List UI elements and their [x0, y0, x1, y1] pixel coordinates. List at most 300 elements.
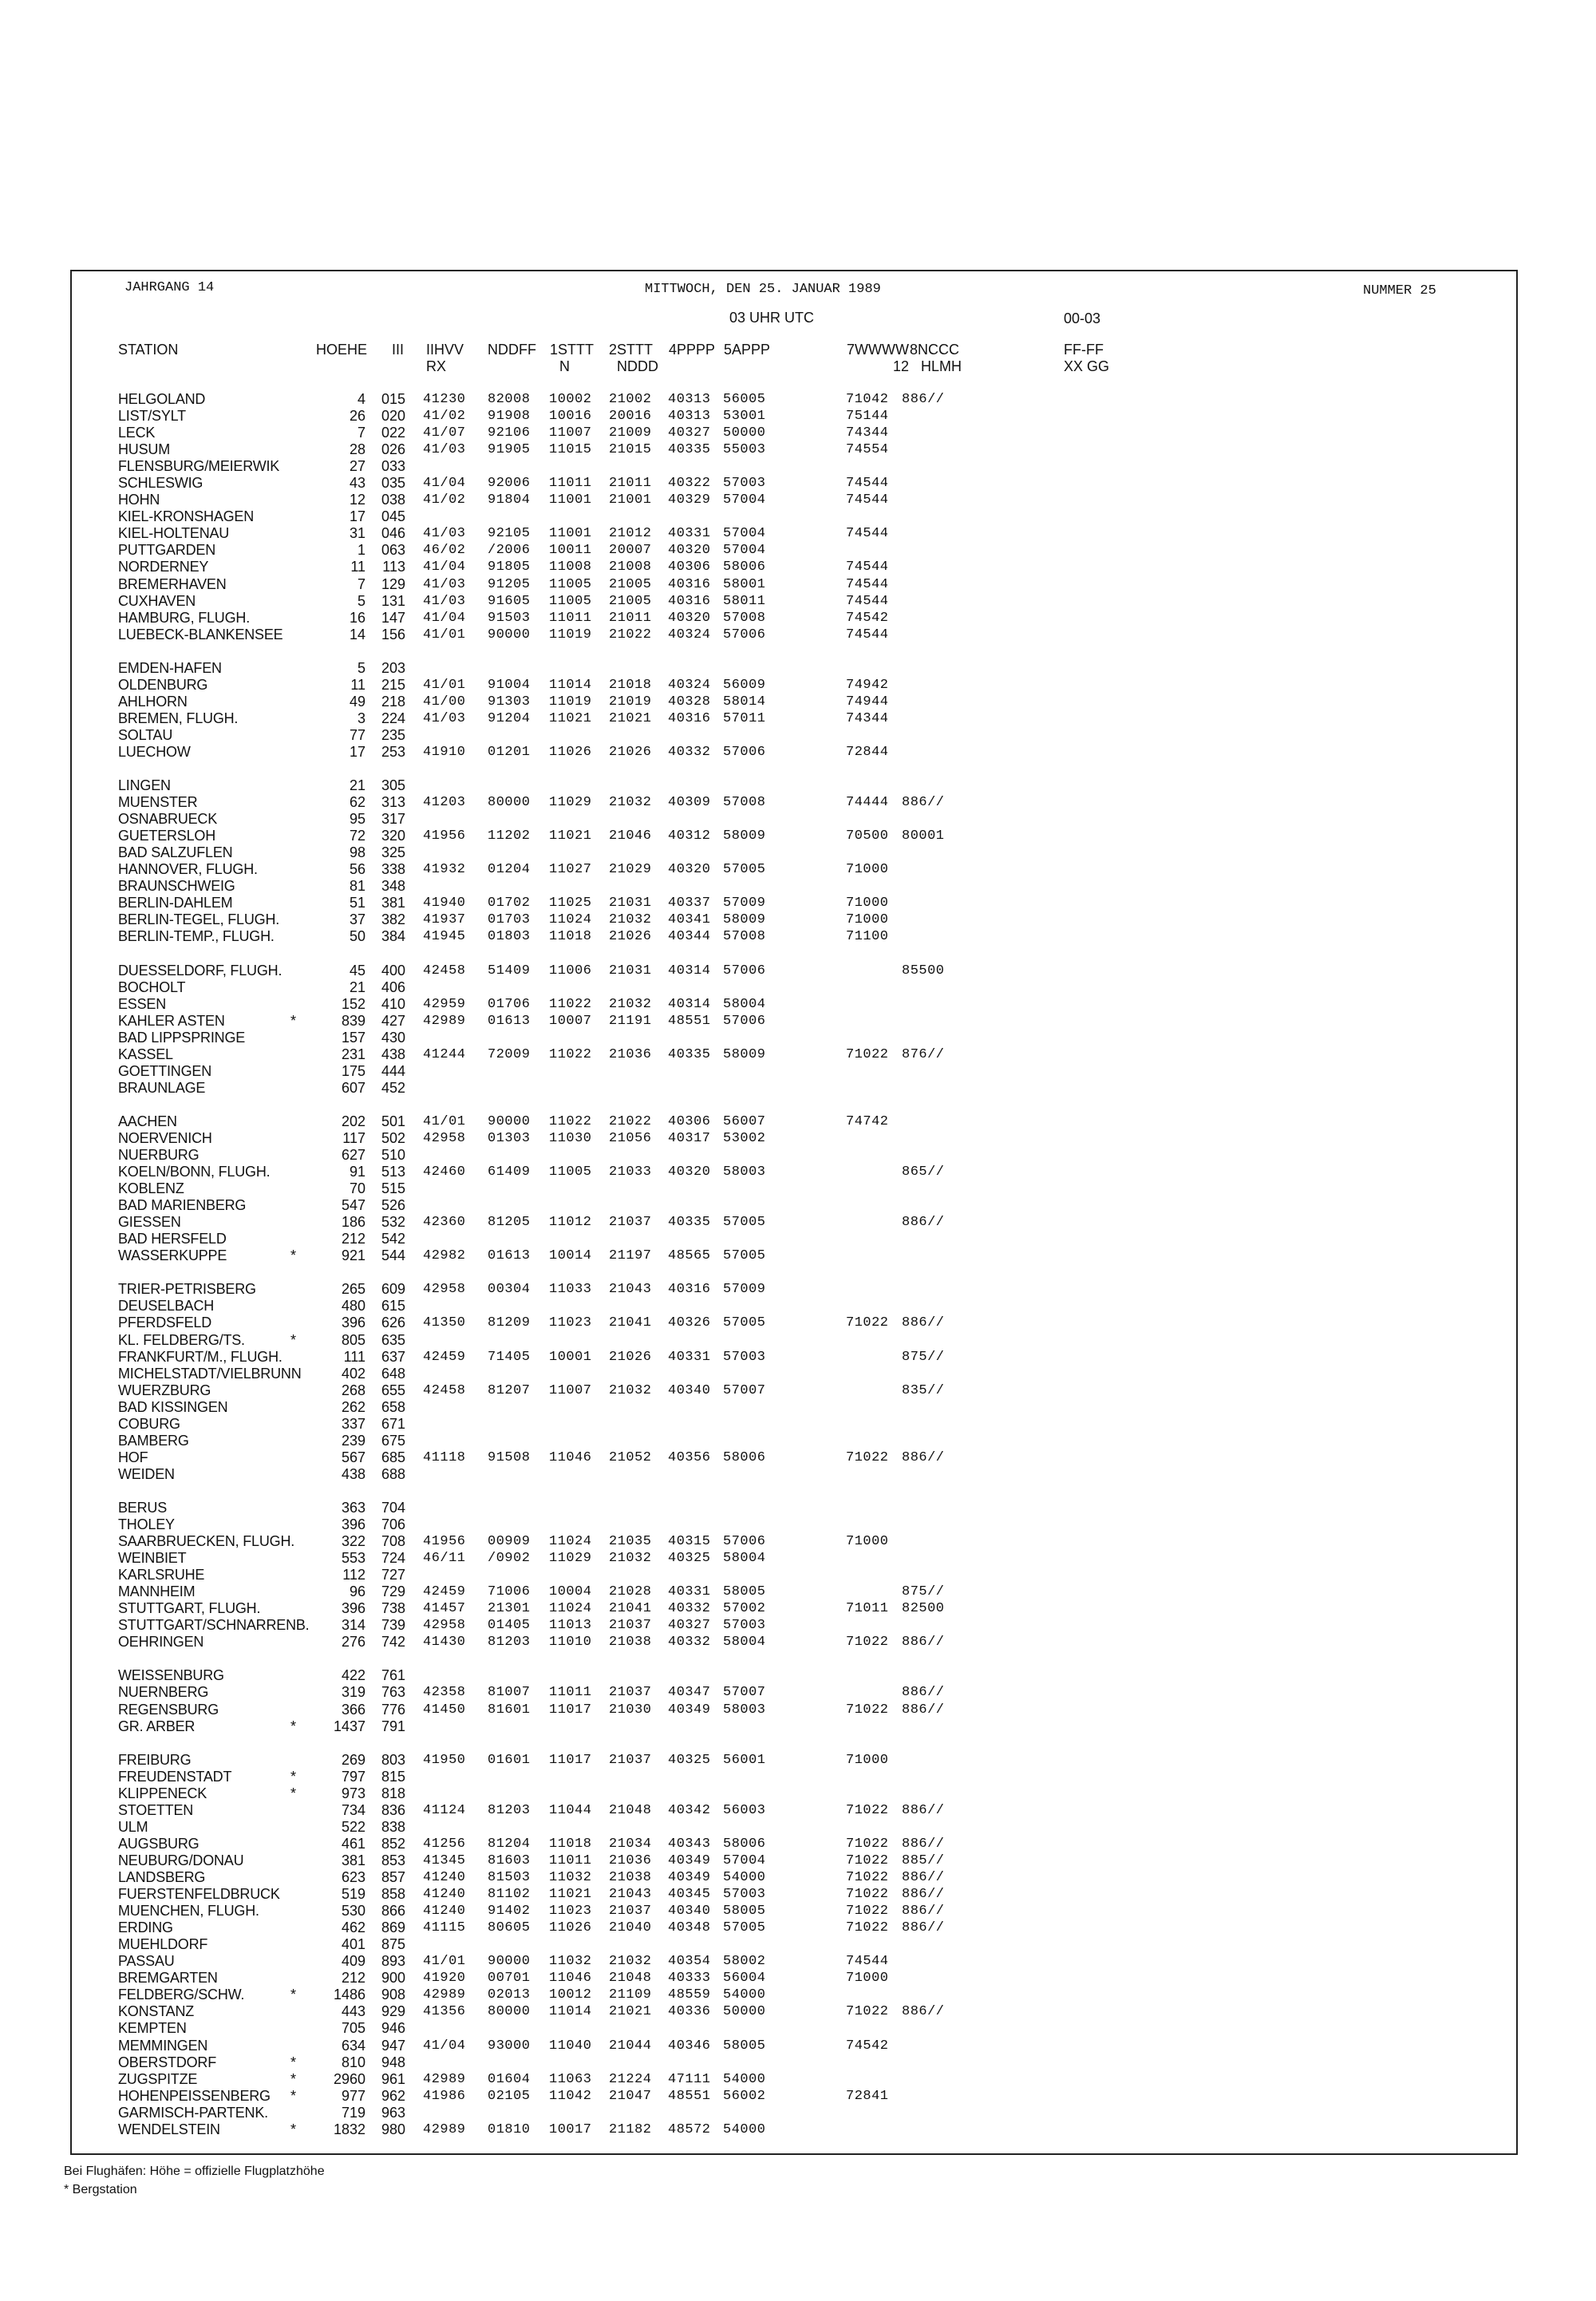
table-row	[0, 727, 1596, 744]
station-name: WUERZBURG	[118, 1382, 211, 1398]
station-name: LINGEN	[118, 777, 171, 793]
group-7: 71022	[846, 1635, 889, 1650]
group-4: 21032	[609, 1551, 652, 1566]
group-4: 21037	[609, 1685, 652, 1700]
station-name: BAMBERG	[118, 1433, 189, 1449]
station-height: 31	[349, 525, 365, 541]
station-id: 515	[381, 1180, 405, 1196]
table-row	[0, 1080, 1596, 1097]
group-7: 74544	[846, 492, 889, 508]
group-5: 40315	[668, 1534, 711, 1549]
table-row	[0, 2054, 1596, 2071]
group-3: 10016	[549, 409, 592, 424]
group-2: 81503	[488, 1870, 531, 1885]
group-1: 41345	[423, 1853, 466, 1868]
issue-number: NUMMER 25	[1363, 283, 1436, 298]
group-4: 21015	[609, 442, 652, 457]
group-5: 40348	[668, 1920, 711, 1935]
group-8: 875//	[902, 1350, 945, 1365]
group-5: 40332	[668, 745, 711, 760]
station-id: 615	[381, 1298, 405, 1314]
group-5: 40316	[668, 594, 711, 609]
group-7: 71022	[846, 2004, 889, 2019]
group-1: 41350	[423, 1315, 466, 1330]
group-2: 90000	[488, 1954, 531, 1969]
station-name: BREMERHAVEN	[118, 576, 227, 592]
group-3: 11046	[549, 1450, 592, 1465]
table-row	[0, 1046, 1596, 1063]
group-7: 72841	[846, 2089, 889, 2104]
table-row	[0, 1180, 1596, 1197]
group-3: 11021	[549, 711, 592, 726]
table-row	[0, 1802, 1596, 1819]
station-name: WASSERKUPPE	[118, 1247, 227, 1263]
station-height: 45	[349, 963, 365, 979]
station-id: 022	[381, 425, 405, 441]
group-2: 02013	[488, 1987, 531, 2003]
group-4: 21031	[609, 895, 652, 911]
station-id: 035	[381, 475, 405, 491]
group-4: 21197	[609, 1248, 652, 1263]
table-row	[0, 1516, 1596, 1533]
table-row	[0, 1214, 1596, 1231]
group-1: 41/04	[423, 559, 466, 575]
group-5: 40354	[668, 1954, 711, 1969]
group-6: 57005	[723, 862, 766, 877]
station-id: 325	[381, 844, 405, 860]
group-3: 11001	[549, 492, 592, 508]
time-label: 03 UHR UTC	[729, 310, 815, 326]
group-6: 57007	[723, 1383, 766, 1398]
group-3: 11001	[549, 526, 592, 541]
group-6: 56001	[723, 1753, 766, 1768]
station-name: HANNOVER, FLUGH.	[118, 861, 258, 877]
group-4: 21011	[609, 476, 652, 491]
group-6: 55003	[723, 442, 766, 457]
group-3: 10007	[549, 1014, 592, 1029]
group-5: 40341	[668, 912, 711, 927]
group-6: 57003	[723, 1887, 766, 1902]
station-height: 212	[341, 1231, 365, 1247]
footnote-airport: Bei Flughäfen: Höhe = offizielle Flugplatzhöhe	[64, 2165, 325, 2178]
group-5: 40343	[668, 1836, 711, 1852]
group-5: 40332	[668, 1635, 711, 1650]
group-2: 80000	[488, 2004, 531, 2019]
table-row	[0, 1197, 1596, 1214]
group-4: 21032	[609, 1954, 652, 1969]
col-group-1: IIHVV RX	[426, 342, 464, 374]
group-6: 56004	[723, 1971, 766, 1986]
group-4: 21026	[609, 1350, 652, 1365]
station-id: 675	[381, 1433, 405, 1449]
group-5: 40331	[668, 1350, 711, 1365]
group-5: 40324	[668, 627, 711, 642]
station-name: ERDING	[118, 1919, 173, 1935]
group-7: 74544	[846, 476, 889, 491]
station-name: BERLIN-DAHLEM	[118, 895, 233, 911]
group-1: 41/03	[423, 442, 466, 457]
group-5: 40325	[668, 1753, 711, 1768]
group-2: 01613	[488, 1248, 531, 1263]
group-3: 11006	[549, 963, 592, 979]
group-1: 41240	[423, 1904, 466, 1919]
station-id: 218	[381, 694, 405, 710]
group-1: 41230	[423, 392, 466, 407]
station-id: 727	[381, 1567, 405, 1583]
group-6: 58004	[723, 997, 766, 1012]
group-2: 01703	[488, 912, 531, 927]
station-name: WENDELSTEIN	[118, 2121, 220, 2137]
station-id: 253	[381, 744, 405, 760]
station-height: 14	[349, 627, 365, 642]
station-name: MICHELSTADT/VIELBRUNN	[118, 1366, 302, 1382]
table-row	[0, 1886, 1596, 1903]
group-6: 57007	[723, 1685, 766, 1700]
group-2: 00701	[488, 1971, 531, 1986]
group-6: 50000	[723, 425, 766, 441]
group-7: 74554	[846, 442, 889, 457]
group-1: 42459	[423, 1584, 466, 1599]
group-1: 41/02	[423, 492, 466, 508]
table-row	[0, 677, 1596, 694]
station-name: KASSEL	[118, 1046, 173, 1062]
table-row	[0, 1147, 1596, 1164]
table-row	[0, 1164, 1596, 1180]
station-height: 56	[349, 861, 365, 877]
group-7: 74344	[846, 711, 889, 726]
group-3: 11024	[549, 912, 592, 927]
group-6: 58009	[723, 1047, 766, 1062]
group-7: 74942	[846, 678, 889, 693]
station-height: 2960	[333, 2071, 365, 2087]
mountain-marker: *	[290, 2121, 297, 2137]
station-name: HOF	[118, 1449, 148, 1465]
group-4: 21041	[609, 1315, 652, 1330]
group-3: 11007	[549, 1383, 592, 1398]
group-5: 48565	[668, 1248, 711, 1263]
station-name: LUEBECK-BLANKENSEE	[118, 627, 283, 642]
station-height: 7	[357, 576, 365, 592]
station-height: 805	[341, 1332, 365, 1348]
table-row	[0, 1583, 1596, 1600]
station-name: FRANKFURT/M., FLUGH.	[118, 1349, 282, 1365]
col-group-4: 2STTT NDDD	[609, 342, 658, 374]
group-4: 21052	[609, 1450, 652, 1465]
group-3: 11026	[549, 745, 592, 760]
group-6: 57003	[723, 476, 766, 491]
group-6: 58005	[723, 2038, 766, 2054]
group-5: 40331	[668, 526, 711, 541]
station-id: 685	[381, 1449, 405, 1465]
group-7: 74544	[846, 594, 889, 609]
group-3: 11024	[549, 1601, 592, 1616]
group-7: 74542	[846, 2038, 889, 2054]
station-id: 858	[381, 1886, 405, 1902]
group-2: 91804	[488, 492, 531, 508]
station-height: 17	[349, 744, 365, 760]
group-3: 11022	[549, 997, 592, 1012]
group-3: 11007	[549, 425, 592, 441]
group-8: 886//	[902, 1836, 945, 1852]
group-4: 21032	[609, 997, 652, 1012]
table-row	[0, 2105, 1596, 2121]
group-3: 11027	[549, 862, 592, 877]
table-row	[0, 627, 1596, 643]
group-2: 80605	[488, 1920, 531, 1935]
station-id: 857	[381, 1869, 405, 1885]
group-6: 57004	[723, 492, 766, 508]
table-row	[0, 1433, 1596, 1449]
group-3: 11023	[549, 1904, 592, 1919]
group-1: 41956	[423, 828, 466, 844]
group-5: 40349	[668, 1870, 711, 1885]
col-station: STATION	[118, 342, 179, 358]
group-5: 40340	[668, 1383, 711, 1398]
station-id: 113	[382, 559, 405, 575]
group-2: 71006	[488, 1584, 531, 1599]
group-8: 886//	[902, 1920, 945, 1935]
group-5: 40333	[668, 1971, 711, 1986]
group-5: 47111	[668, 2072, 711, 2087]
table-row	[0, 1399, 1596, 1416]
station-id: 704	[381, 1500, 405, 1516]
group-3: 11015	[549, 442, 592, 457]
group-3: 11029	[549, 1551, 592, 1566]
group-4: 21005	[609, 577, 652, 592]
table-row	[0, 1869, 1596, 1886]
station-name: ULM	[118, 1819, 148, 1835]
station-height: 519	[341, 1886, 365, 1902]
group-2: /2006	[488, 543, 531, 558]
station-height: 117	[342, 1130, 365, 1146]
group-5: 40329	[668, 492, 711, 508]
table-row	[0, 1466, 1596, 1483]
group-3: 11030	[549, 1131, 592, 1146]
station-height: 43	[349, 475, 365, 491]
station-height: 212	[341, 1970, 365, 1986]
group-2: 81203	[488, 1635, 531, 1650]
group-8: 886//	[902, 1315, 945, 1330]
group-6: 57008	[723, 929, 766, 944]
group-2: 93000	[488, 2038, 531, 2054]
group-6: 57006	[723, 745, 766, 760]
table-row	[0, 593, 1596, 610]
table-row	[0, 542, 1596, 559]
group-4: 21040	[609, 1920, 652, 1935]
station-height: 21	[349, 777, 365, 793]
station-name: KL. FELDBERG/TS.	[118, 1332, 245, 1348]
table-row	[0, 1030, 1596, 1046]
group-3: 11011	[549, 476, 592, 491]
station-height: 409	[341, 1953, 365, 1969]
group-1: 41/01	[423, 678, 466, 693]
table-row	[0, 1550, 1596, 1567]
group-5: 40309	[668, 795, 711, 810]
group-8: 886//	[902, 1702, 945, 1718]
station-id: 875	[381, 1936, 405, 1952]
station-height: 12	[349, 492, 365, 508]
group-1: 41956	[423, 1534, 466, 1549]
group-7: 71000	[846, 1971, 889, 1986]
group-7: 71042	[846, 392, 889, 407]
group-1: 41/03	[423, 711, 466, 726]
group-6: 57005	[723, 1315, 766, 1330]
table-row	[0, 475, 1596, 492]
col-group-9: FF-FF XX GG	[1064, 342, 1110, 374]
station-id: 671	[381, 1416, 405, 1432]
group-6: 58004	[723, 1551, 766, 1566]
group-4: 21038	[609, 1635, 652, 1650]
group-4: 21037	[609, 1618, 652, 1633]
group-4: 21109	[609, 1987, 652, 2003]
station-name: ESSEN	[118, 996, 167, 1012]
group-7: 74544	[846, 559, 889, 575]
group-6: 57008	[723, 795, 766, 810]
group-4: 21011	[609, 611, 652, 626]
group-3: 10014	[549, 1248, 592, 1263]
station-id: 791	[381, 1718, 405, 1734]
group-3: 11033	[549, 1282, 592, 1297]
station-name: LUECHOW	[118, 744, 191, 760]
group-3: 11014	[549, 678, 592, 693]
group-5: 40332	[668, 1601, 711, 1616]
group-3: 10002	[549, 392, 592, 407]
group-1: 42360	[423, 1215, 466, 1230]
station-id: 129	[381, 576, 405, 592]
station-id: 384	[381, 928, 405, 944]
station-name: KAHLER ASTEN	[118, 1013, 225, 1029]
group-3: 11018	[549, 929, 592, 944]
table-row	[0, 1130, 1596, 1147]
group-4: 21018	[609, 678, 652, 693]
table-row	[0, 1315, 1596, 1331]
table-row	[0, 458, 1596, 475]
station-id: 203	[381, 660, 405, 676]
group-4: 21031	[609, 963, 652, 979]
table-row	[0, 2020, 1596, 2037]
station-id: 317	[381, 811, 405, 827]
group-4: 21041	[609, 1601, 652, 1616]
station-name: HOHN	[118, 492, 160, 508]
table-row	[0, 1752, 1596, 1769]
group-4: 21038	[609, 1870, 652, 1885]
table-row	[0, 2121, 1596, 2138]
table-row	[0, 1231, 1596, 1247]
station-height: 547	[341, 1197, 365, 1213]
station-height: 402	[341, 1366, 365, 1382]
station-id: 026	[381, 441, 405, 457]
station-height: 719	[341, 2105, 365, 2121]
group-6: 58006	[723, 1450, 766, 1465]
group-4: 21036	[609, 1047, 652, 1062]
station-name: BREMGARTEN	[118, 1970, 218, 1986]
station-name: KIEL-HOLTENAU	[118, 525, 230, 541]
group-7: 71022	[846, 1450, 889, 1465]
group-1: 41203	[423, 795, 466, 810]
station-height: 462	[341, 1919, 365, 1935]
table-row	[0, 1702, 1596, 1718]
group-2: 91204	[488, 711, 531, 726]
station-id: 738	[381, 1600, 405, 1616]
station-height: 810	[341, 2054, 365, 2070]
group-3: 11013	[549, 1618, 592, 1633]
group-4: 21021	[609, 2004, 652, 2019]
station-name: WEIDEN	[118, 1466, 175, 1482]
group-3: 10017	[549, 2122, 592, 2137]
station-name: GOETTINGEN	[118, 1063, 212, 1079]
table-row	[0, 1919, 1596, 1936]
mountain-marker: *	[290, 1987, 297, 2003]
group-4: 21001	[609, 492, 652, 508]
group-1: 46/11	[423, 1551, 466, 1566]
group-5: 40316	[668, 1282, 711, 1297]
group-6: 53002	[723, 1131, 766, 1146]
group-3: 11022	[549, 1047, 592, 1062]
station-id: 513	[381, 1164, 405, 1180]
station-id: 742	[381, 1634, 405, 1650]
table-row	[0, 441, 1596, 458]
group-2: 11202	[488, 828, 531, 844]
group-6: 57006	[723, 963, 766, 979]
table-row	[0, 710, 1596, 727]
group-5: 40336	[668, 2004, 711, 2019]
station-id: 609	[381, 1281, 405, 1297]
col-iii: III	[392, 342, 405, 358]
group-4: 21036	[609, 1853, 652, 1868]
group-3: 11046	[549, 1971, 592, 1986]
station-name: NEUBURG/DONAU	[118, 1852, 244, 1868]
station-id: 348	[381, 878, 405, 894]
group-8: 886//	[902, 1803, 945, 1818]
group-2: 01702	[488, 895, 531, 911]
group-2: 71405	[488, 1350, 531, 1365]
group-1: 41/02	[423, 409, 466, 424]
group-1: 41256	[423, 1836, 466, 1852]
group-2: /0902	[488, 1551, 531, 1566]
station-id: 430	[381, 1030, 405, 1046]
station-name: MUENCHEN, FLUGH.	[118, 1903, 259, 1919]
group-1: 41/04	[423, 476, 466, 491]
station-name: HELGOLAND	[118, 391, 206, 407]
group-6: 57006	[723, 627, 766, 642]
group-1: 42989	[423, 1987, 466, 2003]
station-height: 797	[341, 1769, 365, 1785]
group-8: 865//	[902, 1164, 945, 1180]
group-5: 48551	[668, 1014, 711, 1029]
group-4: 21012	[609, 526, 652, 541]
group-6: 58005	[723, 1584, 766, 1599]
group-3: 11021	[549, 1887, 592, 1902]
station-height: 21	[349, 979, 365, 995]
station-id: 658	[381, 1399, 405, 1415]
col-group-2: NDDFF	[488, 342, 536, 358]
group-1: 41/03	[423, 577, 466, 592]
group-7: 71000	[846, 862, 889, 877]
group-4: 21008	[609, 559, 652, 575]
table-row	[0, 1684, 1596, 1701]
group-5: 40337	[668, 895, 711, 911]
table-row	[0, 844, 1596, 861]
group-1: 42459	[423, 1350, 466, 1365]
table-row	[0, 811, 1596, 828]
station-id: 739	[381, 1617, 405, 1633]
group-3: 11018	[549, 1836, 592, 1852]
station-name: LANDSBERG	[118, 1869, 206, 1885]
station-name: FREUDENSTADT	[118, 1769, 232, 1785]
station-height: 461	[341, 1836, 365, 1852]
group-4: 21191	[609, 1014, 652, 1029]
station-id: 852	[381, 1836, 405, 1852]
